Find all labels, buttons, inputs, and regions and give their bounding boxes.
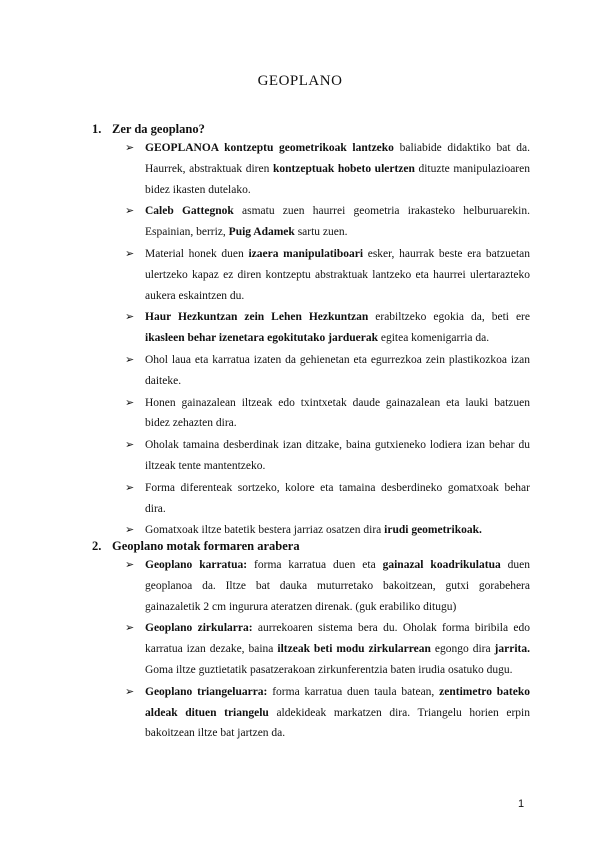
bold-text: Haur Hezkuntzan zein Lehen Hezkuntzan [145, 311, 369, 324]
bold-text: zentimetro bateko aldeak dituen triangelu [145, 685, 531, 719]
list-item [125, 307, 530, 349]
list-item [125, 478, 530, 520]
text-run: forma karratua duen taula batean, [267, 685, 440, 698]
text-run: forma karratua duen eta [247, 559, 383, 571]
section-heading-1 [92, 122, 532, 137]
text-run: dituzte manipulazioaren bidez ikasten dutelako. [145, 162, 530, 196]
list-item [125, 244, 530, 306]
bold-text: GEOPLANOA kontzeptu geometrikoak lantzeko [145, 142, 394, 154]
text-run: egongo dira [430, 643, 495, 656]
bold-text: kontzeptuak hobeto ulertzen [272, 162, 415, 175]
text-run: esker, haurrak beste era batzuetan ulertzeko kapaz ez diren kontzeptu abstraktuak lantzeko eta haurrei ulertarazteko aukera eskaintzen du. [145, 247, 530, 302]
arrow-bullet-icon: ➢ [125, 685, 135, 698]
arrow-bullet-icon: ➢ [125, 247, 135, 260]
arrow-bullet-icon: ➢ [125, 439, 135, 452]
text-run: duen geoplanoa da. Iltze bat dauka muturretako bakoitzean, gutxi gorabehera gainazaletik 2 cm ingurura ateratzen direnak. (guk erabiliko ditugu) [145, 559, 531, 613]
list-item [125, 618, 530, 680]
text-run: Honen gainazalean iltzeak edo txintxetak daude gainazalean eta lauki batzuen bidez zehazten dira. [145, 396, 530, 430]
bold-text: jarrita. [494, 643, 530, 656]
arrow-bullet-icon: ➢ [125, 205, 135, 218]
list-item [125, 350, 530, 392]
list-item [125, 682, 530, 744]
arrow-bullet-icon: ➢ [125, 396, 135, 409]
bullet-list-2 [125, 555, 530, 745]
text-run: baliabide didaktiko bat da. Haurrek, abstraktuak diren [145, 142, 530, 175]
page-title: GEOPLANO [257, 73, 343, 89]
bullet-list-1 [125, 138, 530, 542]
text-run: Oholak tamaina desberdinak izan ditzake, baina gutxieneko lodiera izan behar du iltzeak tente mantentzeko. [145, 439, 530, 472]
list-item [125, 555, 530, 617]
arrow-bullet-icon: ➢ [125, 622, 135, 635]
text-run: Forma diferenteak sortzeko, kolore eta tamaina desberdineko gomatxoak behar dira. [145, 481, 530, 515]
bold-text: ikasleen behar izenetara egokitutako jarduerak [145, 332, 378, 345]
section-title: Geoplano motak formaren arabera [112, 539, 300, 553]
bold-text: Geoplano triangeluarra: [145, 685, 268, 698]
text-run: Goma iltze guztietatik pasatzerakoan zirkunferentzia baten irudia osatuko dugu. [145, 663, 513, 676]
section-heading-2 [92, 539, 532, 554]
text-run: egitea komenigarria da. [377, 332, 490, 345]
page-number: 1 [518, 798, 525, 810]
arrow-bullet-icon: ➢ [125, 142, 135, 154]
text-run: Ohol laua eta karratua izaten da gehienetan eta egurrezkoa zein plastikozkoa izan daiteke. [145, 353, 530, 387]
text-run: Material honek duen [145, 247, 249, 260]
text-run: aurrekoaren sistema bera du. Oholak forma biribila edo karratua izan dezake, baina [145, 622, 530, 656]
bold-text: izaera manipulatiboari [248, 247, 364, 260]
bold-text: Geoplano zirkularra: [145, 622, 253, 635]
list-item [125, 393, 530, 435]
text-run: erabiltzeko egokia da, beti ere [368, 311, 530, 324]
section-number: 1. [92, 122, 102, 136]
bold-text: gainazal koadrikulatua [382, 559, 501, 571]
bold-text: irudi geometrikoak. [384, 524, 482, 537]
list-item [125, 435, 530, 477]
bold-text: Geoplano karratua: [145, 559, 248, 571]
section-number: 2. [92, 539, 102, 553]
text-run: asmatu zuen haurrei geometria irakasteko helburuarekin. Espainian, berriz, [145, 205, 531, 239]
bold-text: iltzeak beti modu zirkularrean [277, 643, 431, 656]
text-run: Gomatxoak iltze batetik bestera jarriaz osatzen dira [145, 524, 385, 537]
list-item [125, 201, 530, 243]
arrow-bullet-icon: ➢ [125, 353, 135, 366]
arrow-bullet-icon: ➢ [125, 524, 135, 537]
text-run: aldekideak markatzen dira. Triangelu horien erpin bakoitzean iltze bat jartzen da. [145, 706, 530, 740]
text-run: sartu zuen. [294, 226, 348, 239]
list-item [125, 138, 530, 200]
arrow-bullet-icon: ➢ [125, 559, 135, 571]
bold-text: Caleb Gattegnok [145, 205, 234, 218]
arrow-bullet-icon: ➢ [125, 481, 135, 494]
bold-text: Puig Adamek [228, 226, 295, 239]
section-title: Zer da geoplano? [112, 122, 205, 136]
arrow-bullet-icon: ➢ [125, 311, 135, 324]
